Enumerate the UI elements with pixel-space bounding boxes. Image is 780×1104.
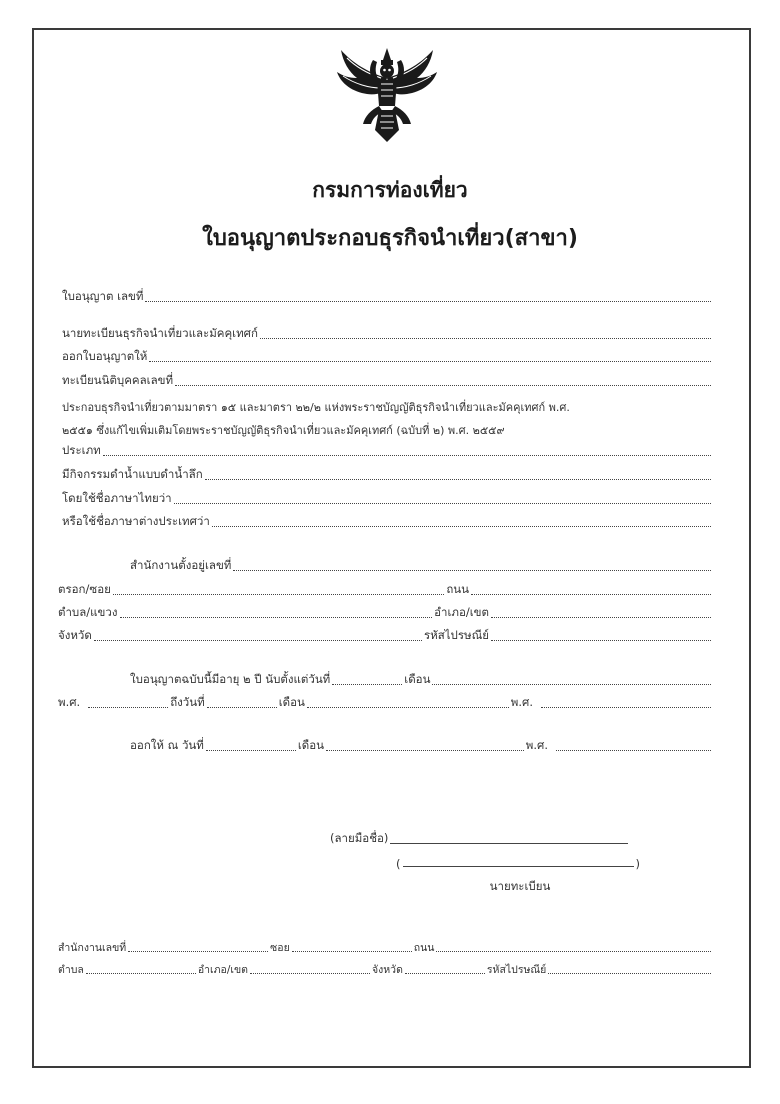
validity-line — [130, 671, 713, 689]
subdistrict-district-line — [58, 604, 713, 622]
subdistrict-blank — [120, 617, 433, 618]
footer-postcode-label: รหัสไปรษณีย์ — [486, 964, 547, 976]
office-address-blank — [233, 570, 711, 571]
open-paren: ( — [396, 857, 401, 871]
issue-month-label: เดือน — [297, 738, 325, 752]
issue-year-label: พ.ศ. — [525, 738, 548, 752]
thai-name-label: โดยใช้ชื่อภาษาไทยว่า — [62, 491, 172, 505]
close-paren: ) — [635, 857, 640, 871]
law-text-line-1: ประกอบธุรกิจนำเที่ยวตามมาตรา ๑๕ และมาตรา ๒๒/๒ แห่งพระราชบัญญัติธุรกิจนำเที่ยวและมัคคุเทศก์ พ.ศ. — [62, 401, 570, 414]
footer-province-label: จังหวัด — [371, 964, 403, 976]
foreign-name-label: หรือใช้ชื่อภาษาต่างประเทศว่า — [62, 514, 210, 528]
registrar-title: นายทะเบียน — [489, 879, 551, 893]
district-label: อำเภอ/เขต — [434, 605, 489, 619]
road-blank — [471, 594, 711, 595]
validity-until-line — [58, 694, 713, 712]
province-label: จังหวัด — [58, 628, 92, 642]
signature-name-blank — [403, 866, 634, 867]
alley-blank — [113, 594, 444, 595]
footer-alley-label: ซอย — [270, 942, 290, 954]
office-address-line — [130, 557, 713, 575]
license-number-label: ใบอนุญาต เลขที่ — [62, 289, 144, 303]
valid-from-month-label: เดือน — [404, 672, 431, 686]
type-label: ประเภท — [62, 443, 101, 457]
footer-alley-blank — [292, 951, 412, 952]
issue-year-blank — [556, 750, 711, 751]
juristic-number-line — [62, 372, 713, 390]
postcode-blank — [491, 640, 711, 641]
registrar-line — [62, 325, 713, 343]
foreign-name-blank — [212, 526, 711, 527]
valid-from-blank — [332, 684, 402, 685]
diving-activity-blank — [205, 479, 711, 480]
issued-to-label: ออกใบอนุญาตให้ — [62, 349, 148, 363]
until-month-label: เดือน — [278, 695, 305, 709]
issue-date-line — [130, 737, 713, 755]
issued-to-line — [62, 348, 713, 366]
footer-postcode-blank — [548, 973, 711, 974]
footer-district-blank — [250, 973, 370, 974]
valid-from-month-blank — [432, 684, 711, 685]
signature-label: (ลายมือชื่อ) — [330, 831, 389, 845]
until-year-blank — [541, 707, 711, 708]
province-postcode-line — [58, 627, 713, 645]
postcode-label: รหัสไปรษณีย์ — [423, 628, 489, 642]
issued-to-blank — [149, 361, 711, 362]
law-text-line-2: ๒๕๕๑ ซึ่งแก้ไขเพิ่มเติมโดยพระราชบัญญัติธุรกิจนำเที่ยวและมัคคุเทศก์ (ฉบับที่ ๒) พ.ศ. ๒๕๕๙ — [62, 424, 505, 437]
issued-on-label: ออกให้ ณ วันที่ — [130, 738, 204, 752]
office-address-label: สำนักงานตั้งอยู่เลขที่ — [130, 558, 232, 572]
footer-line-1 — [58, 938, 713, 956]
juristic-number-label: ทะเบียนนิติบุคคลเลขที่ — [62, 373, 174, 387]
footer-district-label: อำเภอ/เขต — [197, 964, 248, 976]
signature-blank — [390, 843, 628, 844]
until-date-label: ถึงวันที่ — [170, 695, 205, 709]
juristic-number-blank — [175, 385, 711, 386]
diving-activity-line — [62, 466, 713, 484]
garuda-emblem-icon — [333, 44, 441, 144]
footer-subdistrict-label: ตำบล — [58, 964, 84, 976]
alley-label: ตรอก/ซอย — [58, 582, 111, 596]
footer-office-no-label: สำนักงานเลขที่ — [58, 942, 127, 954]
footer-line-2 — [58, 960, 713, 978]
diving-activity-label: มีกิจกรรมดำน้ำแบบดำน้ำลึก — [62, 467, 203, 481]
valid-from-year-label: พ.ศ. — [58, 695, 81, 709]
document-title: ใบอนุญาตประกอบธุรกิจนำเที่ยว(สาขา) — [202, 226, 578, 251]
road-label: ถนน — [446, 582, 469, 596]
license-number-blank — [145, 301, 711, 302]
signature-line — [330, 830, 630, 848]
footer-road-blank — [436, 951, 711, 952]
department-title: กรมการท่องเที่ยว — [312, 178, 468, 202]
valid-from-label: ใบอนุญาตฉบับนี้มีอายุ ๒ ปี นับตั้งแต่วันที่ — [130, 672, 331, 686]
until-date-blank — [207, 707, 277, 708]
footer-subdistrict-blank — [86, 973, 196, 974]
footer-road-label: ถนน — [413, 942, 435, 954]
until-year-label: พ.ศ. — [510, 695, 533, 709]
registrar-blank — [260, 338, 711, 339]
foreign-name-line — [62, 513, 713, 531]
thai-name-line — [62, 490, 713, 508]
subdistrict-label: ตำบล/แขวง — [58, 605, 118, 619]
footer-province-blank — [405, 973, 485, 974]
type-line — [62, 442, 713, 460]
registrar-label: นายทะเบียนธุรกิจนำเที่ยวและมัคคุเทศก์ — [62, 326, 258, 340]
province-blank — [94, 640, 422, 641]
until-month-blank — [307, 707, 509, 708]
alley-road-line — [58, 581, 713, 599]
thai-name-blank — [174, 503, 711, 504]
signature-name-line — [396, 853, 640, 871]
footer-office-no-blank — [128, 951, 268, 952]
issued-on-blank — [206, 750, 296, 751]
district-blank — [491, 617, 711, 618]
license-number-line — [62, 288, 713, 306]
type-blank — [103, 455, 711, 456]
issue-month-blank — [326, 750, 524, 751]
valid-from-year-blank — [88, 707, 168, 708]
